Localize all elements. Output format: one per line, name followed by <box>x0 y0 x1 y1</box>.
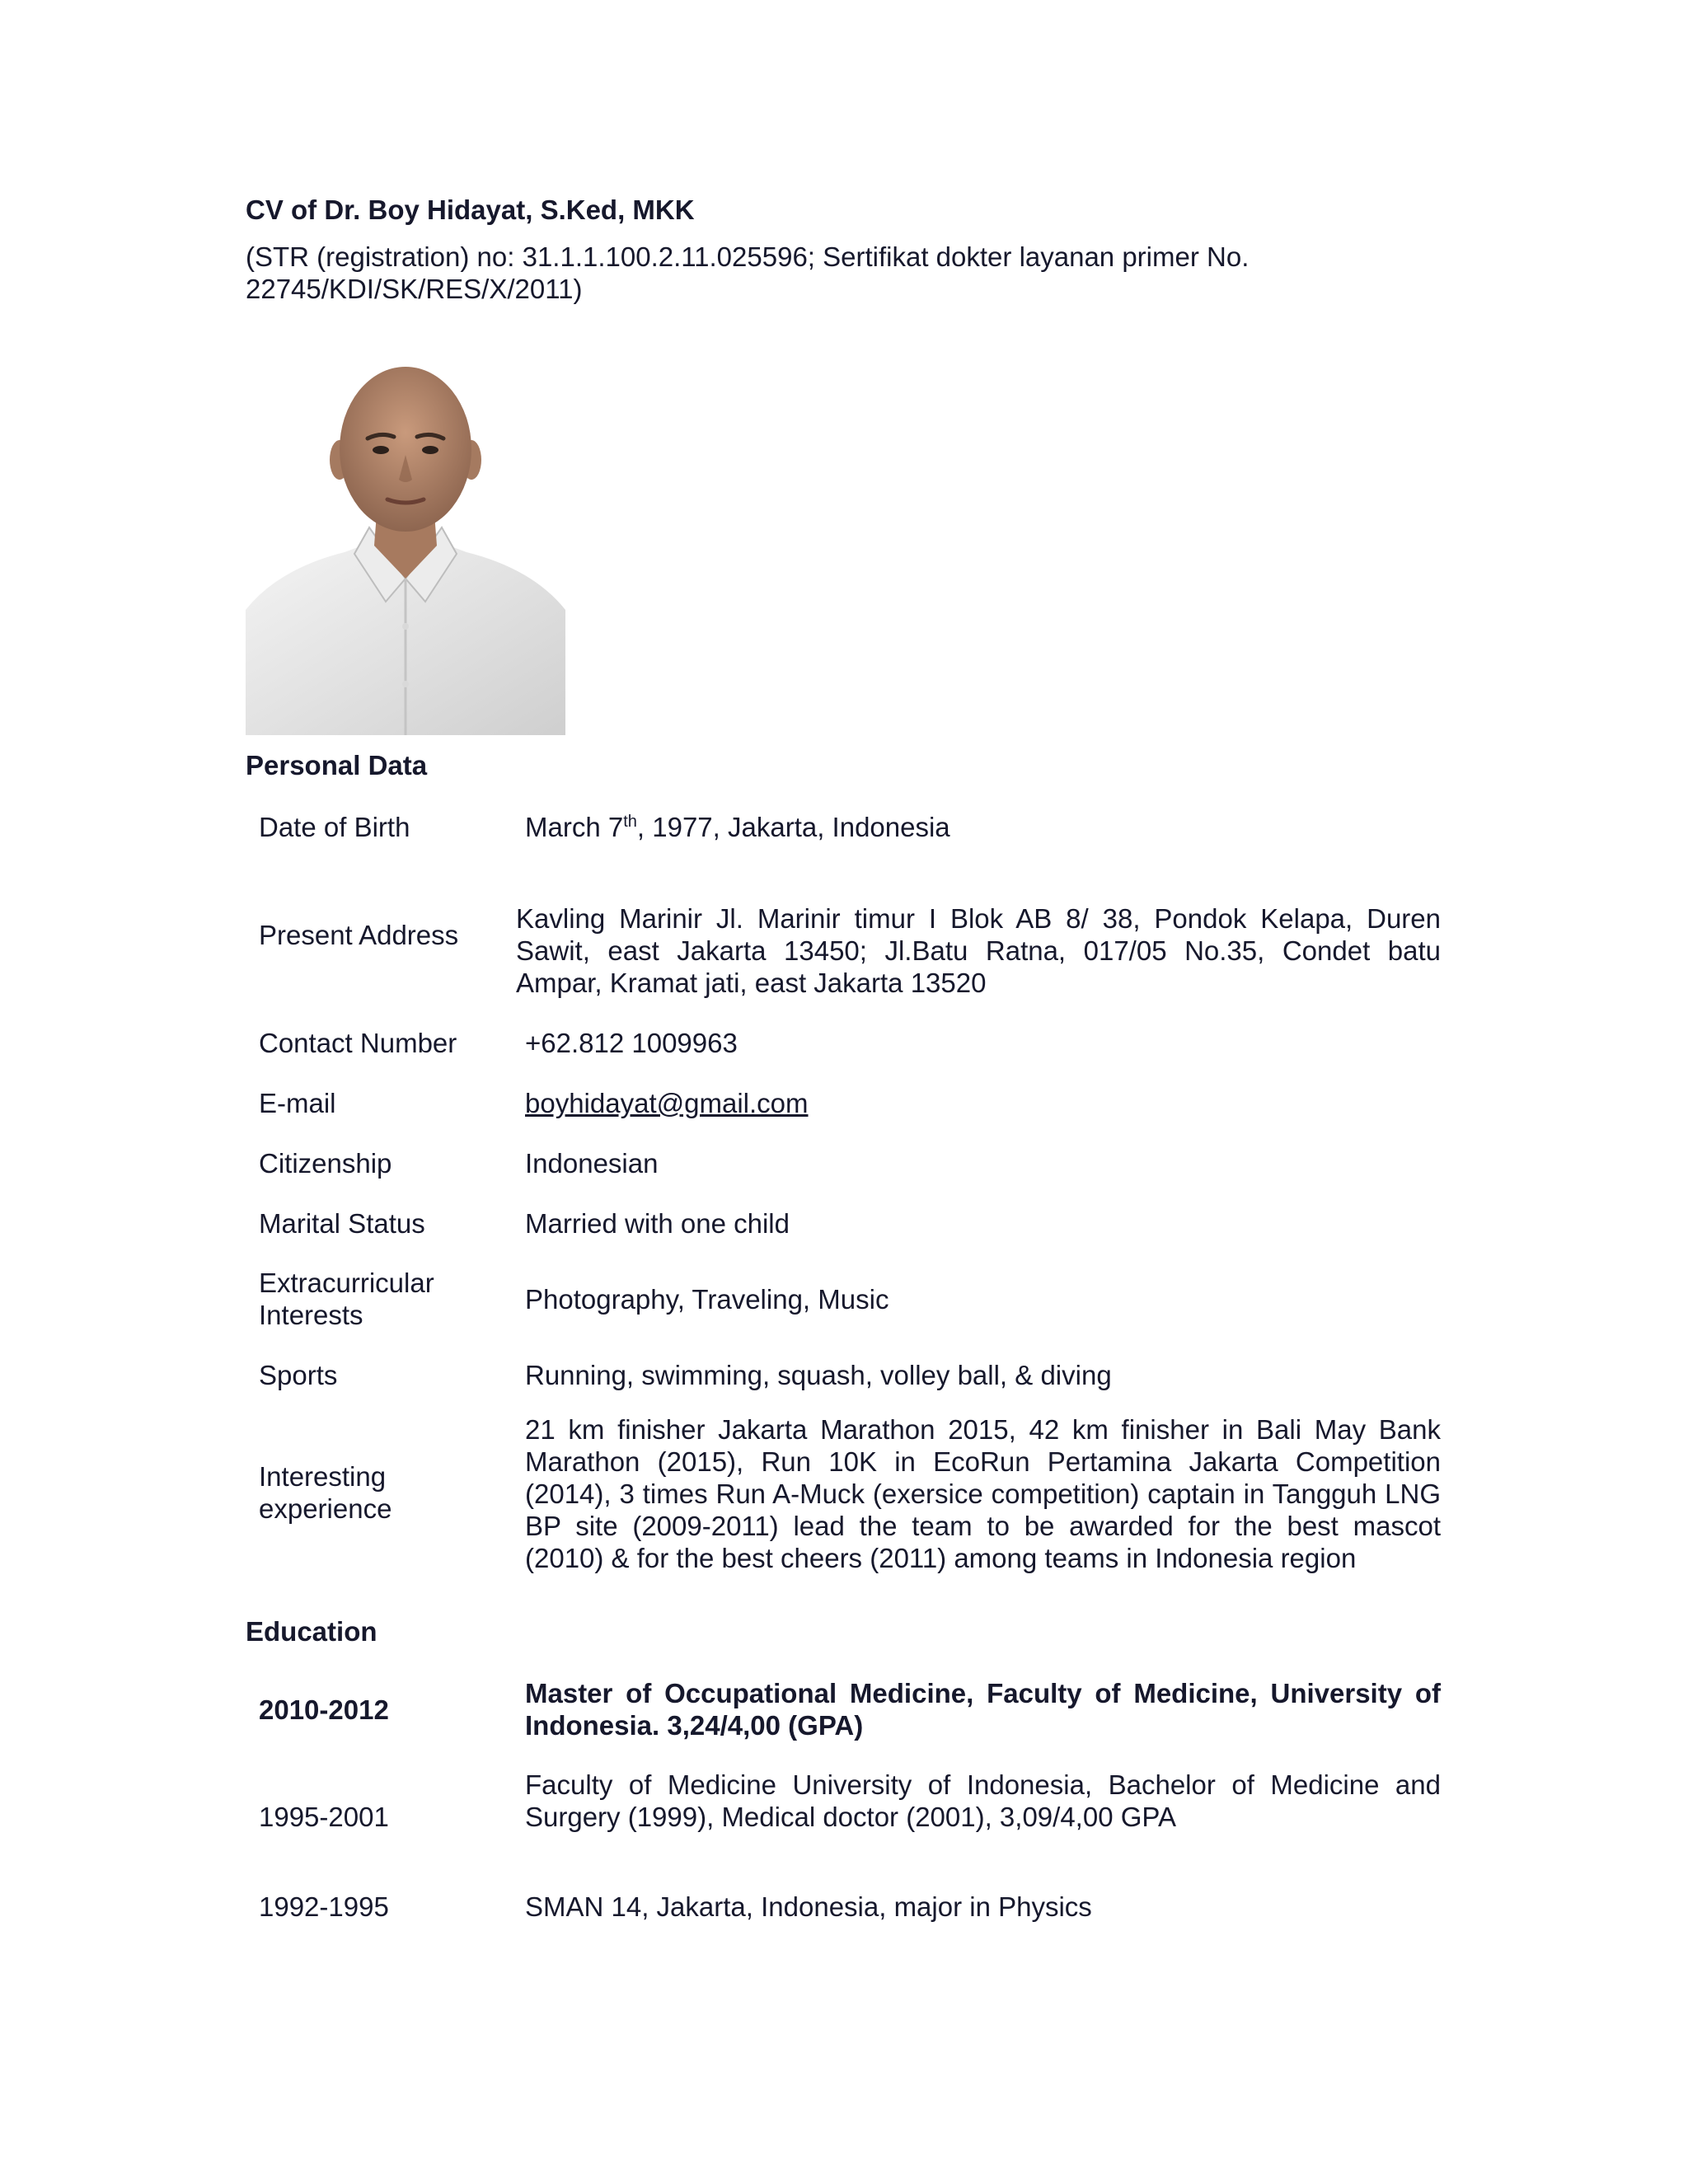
dob-value <box>525 811 950 843</box>
marital-status-value: Married with one child <box>525 1208 790 1239</box>
registration-subtitle: (STR (registration) no: 31.1.1.100.2.11.025596; Sertifikat dokter layanan primer No. 22745/KDI/SK/RES/X/2011) <box>246 241 1250 304</box>
education-years-2: 1995-2001 <box>259 1802 389 1832</box>
education-heading: Education <box>246 1616 377 1647</box>
experience-label: Interesting experience <box>259 1461 392 1524</box>
address-label: Present Address <box>259 920 459 950</box>
experience-value: 21 km finisher Jakarta Marathon 2015, 42 km finisher in Bali May Bank Marathon (2015), Run 10K in EcoRun Pertamina Jakarta Competition (2014), 3 times Run A-Muck (exersice competition) captain in Tangguh LNG BP site (2009-2011) lead the team to be awarded for the best mascot (2010) & for the best cheers (2011) among teams in Indonesia region <box>525 1414 1441 1573</box>
education-years-1: 2010-2012 <box>259 1694 389 1725</box>
dob-value-main: March 7 <box>525 812 624 842</box>
marital-status-label: Marital Status <box>259 1208 425 1239</box>
education-desc-3: SMAN 14, Jakarta, Indonesia, major in Physics <box>525 1891 1092 1922</box>
citizenship-label: Citizenship <box>259 1148 392 1179</box>
sports-label: Sports <box>259 1360 338 1390</box>
personal-data-heading: Personal Data <box>246 750 428 780</box>
education-years-3: 1992-1995 <box>259 1891 389 1922</box>
profile-photo <box>246 363 565 735</box>
extracurricular-label: Extracurricular Interests <box>259 1268 434 1330</box>
education-desc-1: Master of Occupational Medicine, Faculty of Medicine, University of Indonesia. 3,24/4,00 (GPA) <box>525 1678 1441 1741</box>
dob-value-suffix: th <box>623 813 637 831</box>
email-label: E-mail <box>259 1088 336 1118</box>
sports-value: Running, swimming, squash, volley ball, & diving <box>525 1360 1112 1390</box>
dob-value-rest: , 1977, Jakarta, Indonesia <box>636 812 950 842</box>
address-value: Kavling Marinir Jl. Marinir timur I Blok AB 8/ 38, Pondok Kelapa, Duren Sawit, east Jakarta 13450; Jl.Batu Ratna, 017/05 No.35, Condet batu Ampar, Kramat jati, east Jakarta 13520 <box>516 903 1441 998</box>
extracurricular-value: Photography, Traveling, Music <box>525 1284 889 1315</box>
dob-label: Date of Birth <box>259 812 410 842</box>
citizenship-value: Indonesian <box>525 1148 659 1179</box>
contact-value: +62.812 1009963 <box>525 1028 738 1058</box>
contact-label: Contact Number <box>259 1028 457 1058</box>
page-title: CV of Dr. Boy Hidayat, S.Ked, MKK <box>246 194 695 225</box>
education-desc-2: Faculty of Medicine University of Indonesia, Bachelor of Medicine and Surgery (1999), Medical doctor (2001), 3,09/4,00 GPA <box>525 1769 1441 1832</box>
email-link[interactable]: boyhidayat@gmail.com <box>525 1088 809 1118</box>
